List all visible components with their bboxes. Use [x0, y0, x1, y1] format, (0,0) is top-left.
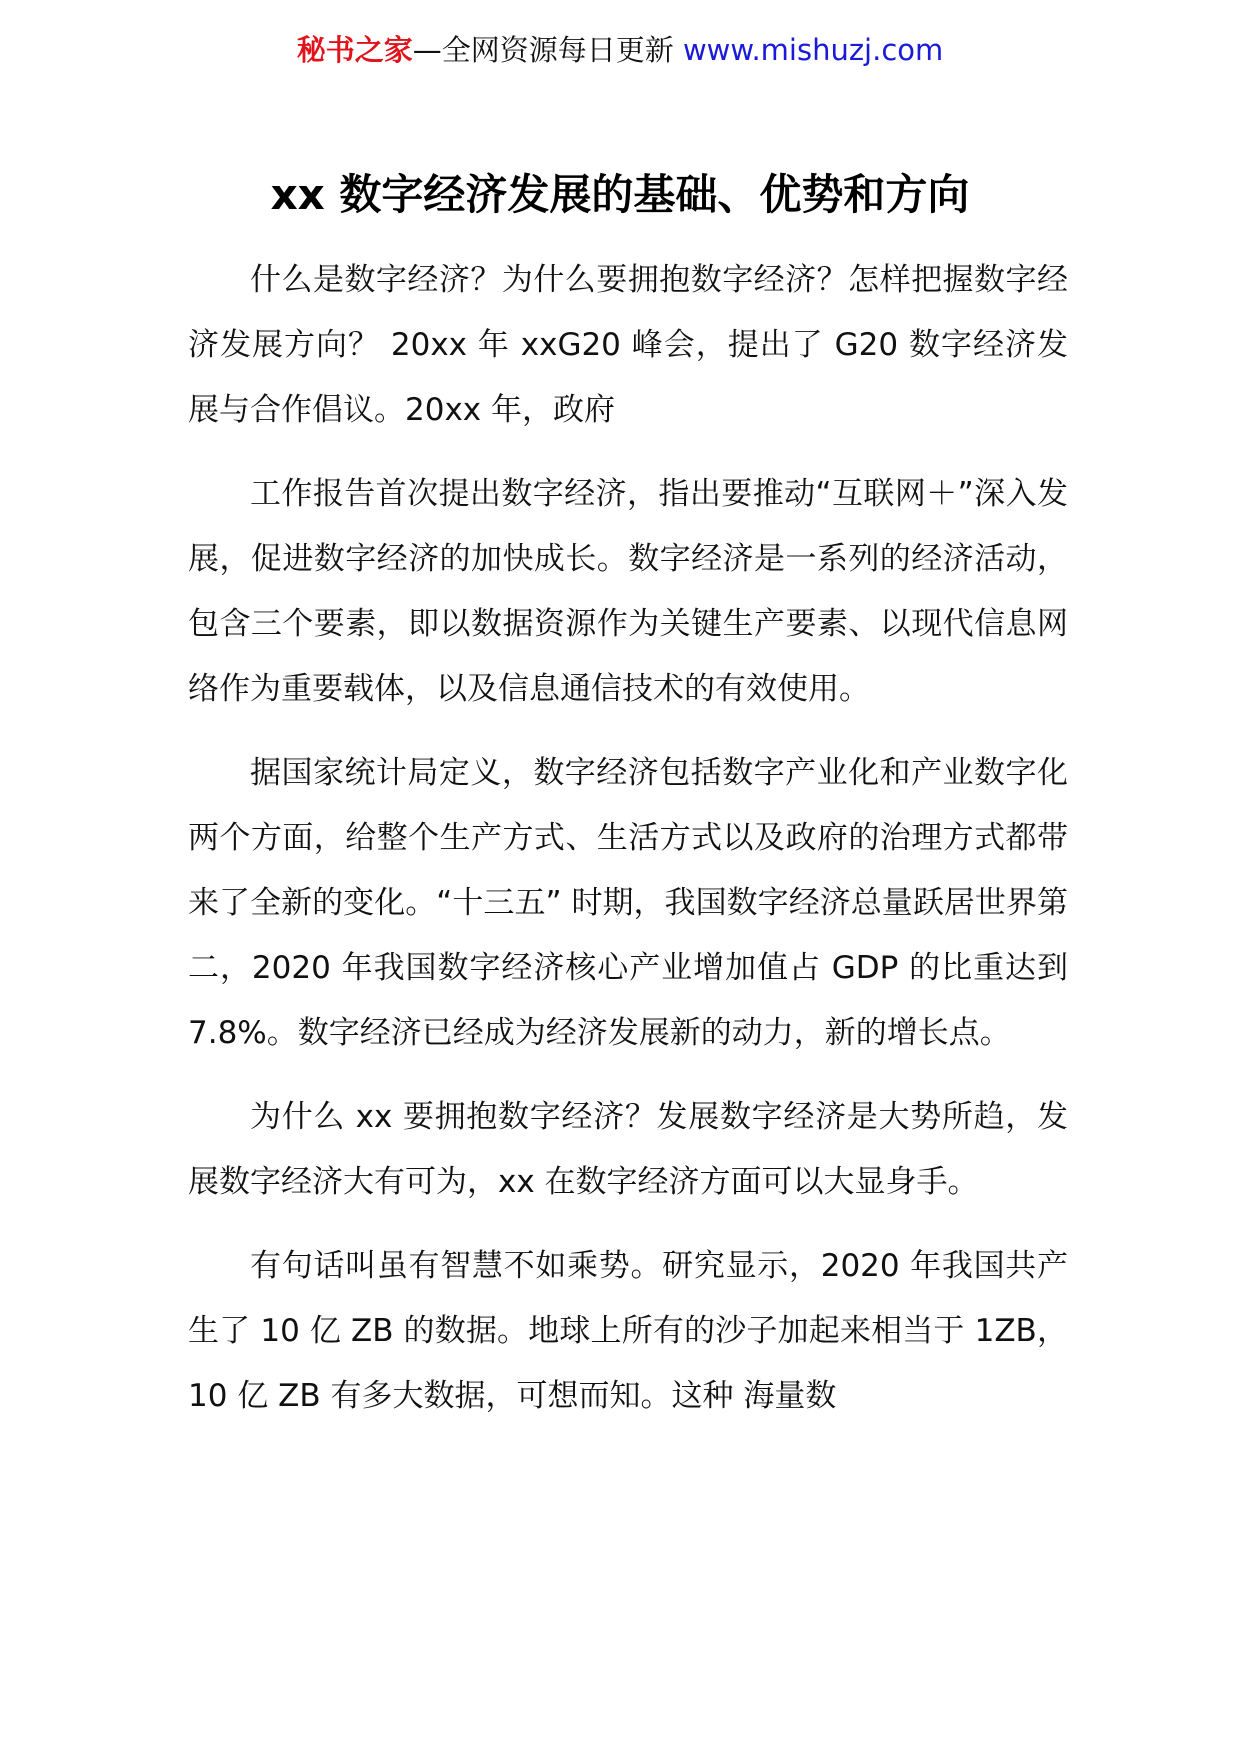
paragraph-2: 工作报告首次提出数字经济，指出要推动“互联网＋”深入发展，促进数字经济的加快成长。数字经济是一系列的经济活动，包含三个要素，即以数据资源作为关键生产要素、以现代信息网络作为重要载体，以及信息通信技术的有效使用。: [188, 476, 1068, 707]
site-url-link[interactable]: www.mishuzj.com: [682, 33, 944, 67]
site-header: [0, 30, 1240, 70]
paragraph-1: 什么是数字经济？为什么要拥抱数字经济？怎样把握数字经济发展方向？ 20xx 年 xxG20 峰会，提出了 G20 数字经济发展与合作倡议。20xx 年，政府: [188, 262, 1068, 428]
header-tagline: —全网资源每日更新: [412, 33, 674, 67]
document-body: [188, 248, 1068, 1448]
brand-name: 秘书之家: [296, 33, 413, 67]
paragraph-3: 据国家统计局定义，数字经济包括数字产业化和产业数字化两个方面，给整个生产方式、生活方式以及政府的治理方式都带来了全新的变化。“十三五” 时期，我国数字经济总量跃居世界第二，2020 年我国数字经济核心产业增加值占 GDP 的比重达到 7.8%。数字经济已经成为经济发展新的动力，新的增长点。: [188, 755, 1068, 1051]
document-title: xx 数字经济发展的基础、优势和方向: [270, 170, 970, 219]
paragraph-5: 有句话叫虽有智慧不如乘势。研究显示，2020 年我国共产生了 10 亿 ZB 的数据。地球上所有的沙子加起来相当于 1ZB，10 亿 ZB 有多大数据，可想而知。这种 海量数: [188, 1248, 1068, 1414]
paragraph-4: 为什么 xx 要拥抱数字经济？发展数字经济是大势所趋，发展数字经济大有可为，xx 在数字经济方面可以大显身手。: [188, 1099, 1068, 1200]
